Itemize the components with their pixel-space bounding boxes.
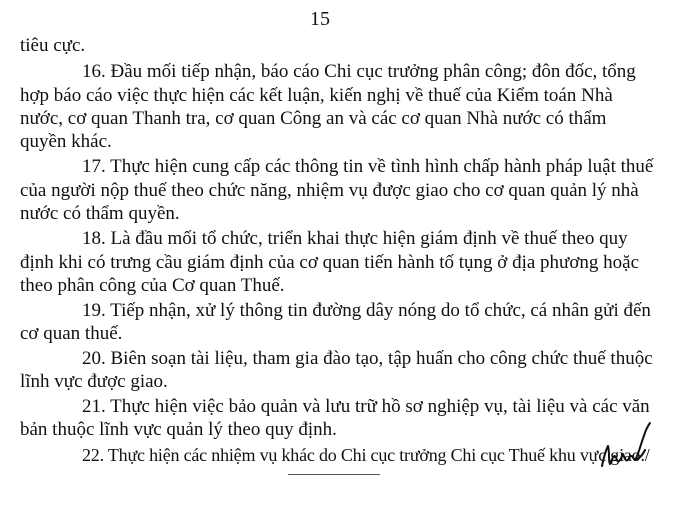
text-line: của người nộp thuế theo chức năng, nhiệm vụ được giao cho cơ quan quản lý nhà [20,180,639,201]
text-line: hợp báo cáo việc thực hiện các kết luận, kiến nghị về thuế của Kiểm toán Nhà [20,85,613,106]
text-line: 16. Đầu mối tiếp nhận, báo cáo Chi cục trưởng phân công; đôn đốc, tổng [82,61,636,82]
text-line: 22. Thực hiện các nhiệm vụ khác do Chi cục trưởng Chi cục Thuế khu vực giao./ [82,445,650,465]
divider-line [288,474,380,475]
handwritten-signature [598,420,654,470]
text-line: nước, cơ quan Thanh tra, cơ quan Công an và các cơ quan Nhà nước có thẩm [20,108,607,129]
text-line: định khi có trưng cầu giám định của cơ quan tiến hành tố tụng ở địa phương hoặc [20,252,640,273]
text-line: 20. Biên soạn tài liệu, tham gia đào tạo, tập huấn cho công chức thuế thuộc [82,348,653,369]
text-line: 21. Thực hiện việc bảo quản và lưu trữ hồ sơ nghiệp vụ, tài liệu và các văn [82,396,650,417]
text-line: tiêu cực. [20,35,86,56]
text-line: quyền khác. [20,131,112,152]
page-number: 15 [310,8,330,30]
text-line: nước có thẩm quyền. [20,203,180,224]
text-line: cơ quan thuế. [20,323,123,344]
text-line: 19. Tiếp nhận, xử lý thông tin đường dây nóng do tổ chức, cá nhân gửi đến [82,300,651,321]
text-line: 17. Thực hiện cung cấp các thông tin về tình hình chấp hành pháp luật thuế [82,156,654,177]
text-line: 18. Là đầu mối tổ chức, triển khai thực hiện giám định về thuế theo quy [82,228,628,249]
text-line: theo phân công của Cơ quan Thuế. [20,275,285,296]
text-line: lĩnh vực được giao. [20,371,168,392]
text-line: bản thuộc lĩnh vực quản lý theo quy định. [20,419,337,440]
